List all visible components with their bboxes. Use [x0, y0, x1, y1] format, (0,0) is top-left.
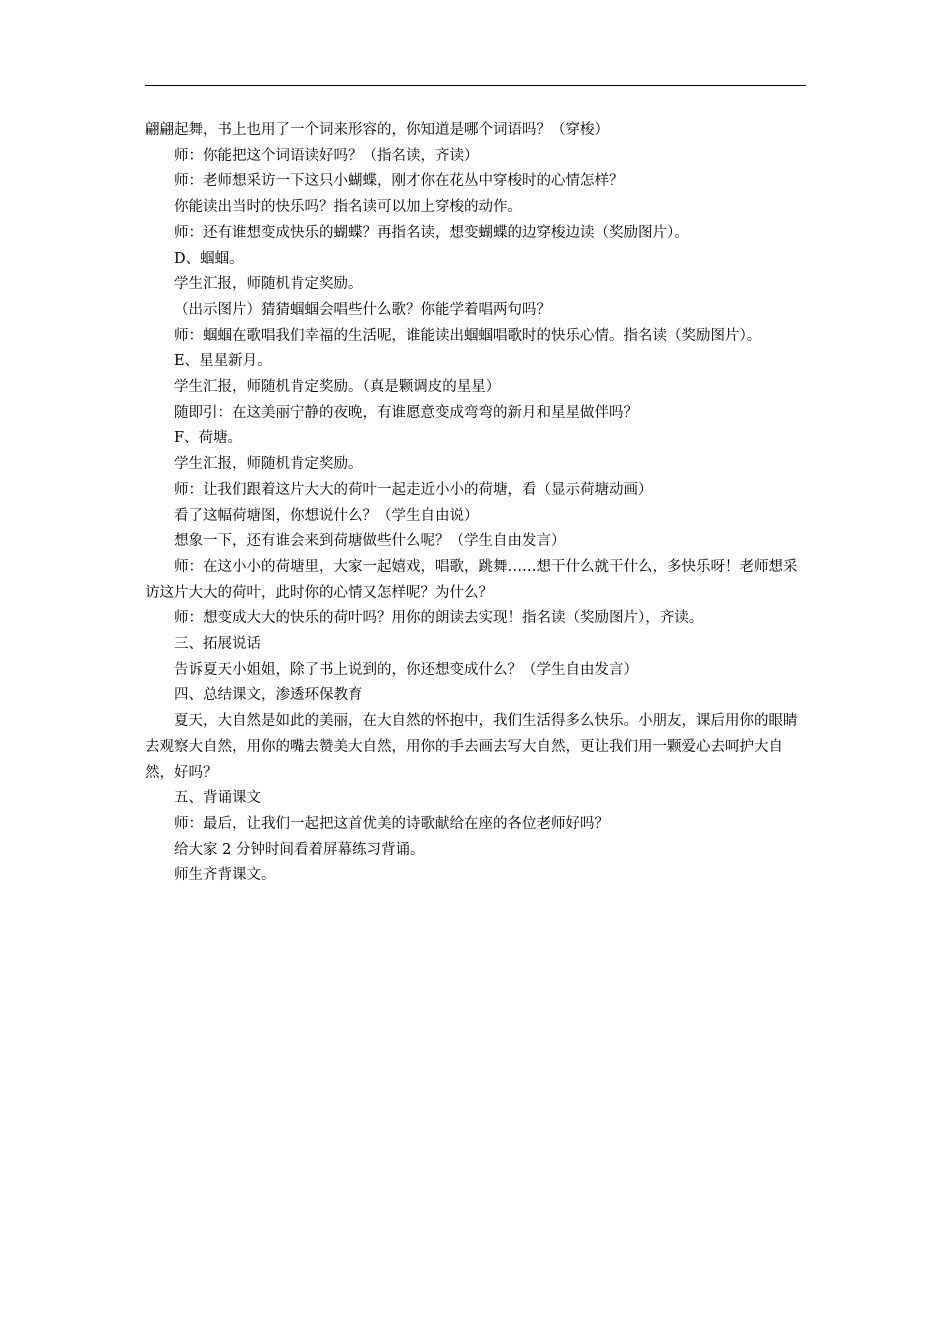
paragraph: 师：蝈蝈在歌唱我们幸福的生活呢，谁能读出蝈蝈唱歌时的快乐心情。指名读（奖励图片）。 — [174, 327, 762, 344]
header-rule — [145, 85, 806, 86]
paragraph: 师：还有谁想变成快乐的蝴蝶？再指名读，想变蝴蝶的边穿梭边读（奖励图片）。 — [174, 224, 689, 241]
paragraph: 师：最后，让我们一起把这首优美的诗歌献给在座的各位老师好吗？ — [174, 815, 609, 832]
paragraph: 师：你能把这个词语读好吗？（指名读，齐读） — [174, 147, 479, 164]
document-body — [145, 118, 808, 889]
paragraph: 师：老师想采访一下这只小蝴蝶，刚才你在花丛中穿梭时的心情怎样？ — [174, 173, 624, 190]
paragraph: D、蝈蝈。 — [174, 250, 244, 267]
paragraph: 翩翩起舞，书上也用了一个词来形容的，你知道是哪个词语吗？（穿梭） — [145, 122, 609, 138]
paragraph: 随即引：在这美丽宁静的夜晚，有谁愿意变成弯弯的新月和星星做伴吗？ — [174, 404, 638, 421]
paragraph: （出示图片）猜猜蝈蝈会唱些什么歌？你能学着唱两句吗？ — [174, 301, 551, 318]
paragraph: 师：想变成大大的快乐的荷叶吗？用你的朗读去实现！指名读（奖励图片），齐读。 — [174, 610, 704, 627]
paragraph: 你能读出当时的快乐吗？指名读可以加上穿梭的动作。 — [174, 199, 522, 216]
paragraph: 师：让我们跟着这片大大的荷叶一起走近小小的荷塘，看（显示荷塘动画） — [174, 481, 653, 498]
paragraph: 想象一下，还有谁会来到荷塘做些什么呢？（学生自由发言） — [174, 533, 566, 550]
paragraph: 告诉夏天小姐姐，除了书上说到的，你还想变成什么？（学生自由发言） — [174, 661, 638, 678]
paragraph: 三、拓展说话 — [174, 636, 261, 653]
paragraph: 师生齐背课文。 — [174, 867, 276, 884]
paragraph: F、荷塘。 — [174, 430, 243, 447]
paragraph: 给大家 2 分钟时间看着屏幕练习背诵。 — [174, 841, 425, 858]
paragraph: 学生汇报，师随机肯定奖励。（真是颗调皮的星星） — [174, 379, 501, 396]
paragraph: 夏天，大自然是如此的美丽，在大自然的怀抱中，我们生活得多么快乐。小朋友，课后用你的眼睛去观察大自然，用你的嘴去赞美大自然，用你的手去画去写大自然，更让我们用一颗爱心去呵护大自然，好吗？ — [145, 713, 798, 781]
paragraph: 学生汇报，师随机肯定奖励。 — [174, 276, 363, 293]
paragraph: 师：在这小小的荷塘里，大家一起嬉戏，唱歌，跳舞……想干什么就干什么，多快乐呀！老师想采访这片大大的荷叶，此时你的心情又怎样呢？为什么？ — [145, 558, 798, 601]
paragraph: 五、背诵课文 — [174, 790, 261, 807]
paragraph: 看了这幅荷塘图，你想说什么？（学生自由说） — [174, 507, 479, 524]
paragraph: 四、总结课文，渗透环保教育 — [174, 687, 363, 704]
paragraph: 学生汇报，师随机肯定奖励。 — [174, 456, 363, 473]
paragraph: E、星星新月。 — [174, 353, 272, 370]
